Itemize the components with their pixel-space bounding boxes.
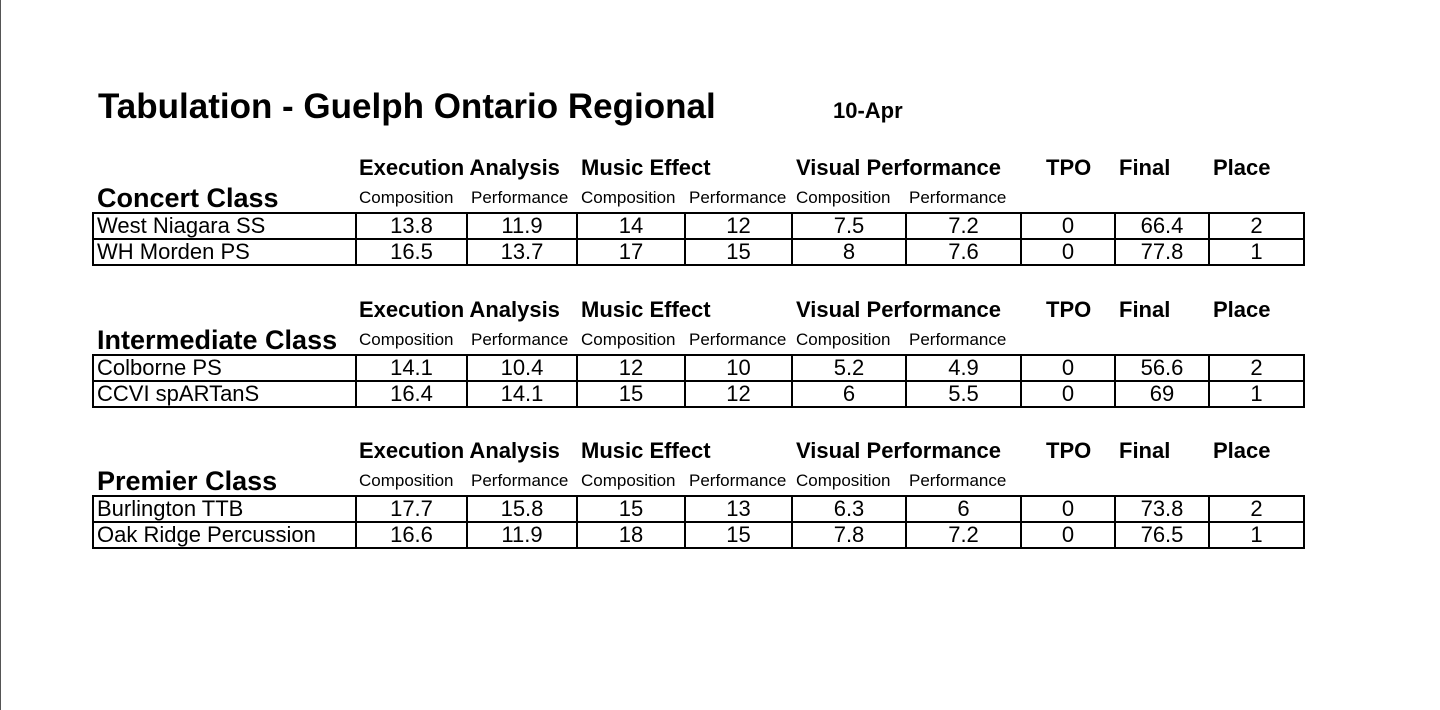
visual-performance-cell: 5.5 [906,381,1021,407]
visual-composition-cell: 8 [792,239,906,265]
music-performance-cell: 12 [685,381,792,407]
class-section [0,155,1440,297]
execution-composition-cell: 16.5 [356,239,467,265]
execution-performance-cell: 11.9 [467,213,577,239]
execution-composition-cell: 14.1 [356,355,467,381]
header-execution-analysis: Execution Analysis [359,297,560,322]
subheader-execution-performance: Performance [471,330,569,349]
tpo-cell: 0 [1021,522,1115,548]
table-row [93,522,1304,548]
unit-name-cell: Colborne PS [93,355,356,381]
subheader-execution-composition: Composition [359,188,454,207]
execution-performance-cell: 14.1 [467,381,577,407]
unit-name-cell: WH Morden PS [93,239,356,265]
tpo-cell: 0 [1021,355,1115,381]
place-cell: 1 [1209,239,1304,265]
subheader-visual-composition: Composition [796,188,891,207]
subheader-execution-composition: Composition [359,471,454,490]
execution-performance-cell: 15.8 [467,496,577,522]
header-visual-performance: Visual Performance [796,438,1002,463]
music-composition-cell: 17 [577,239,685,265]
tpo-cell: 0 [1021,496,1115,522]
header-place: Place [1213,297,1271,322]
execution-performance-cell: 11.9 [467,522,577,548]
page-title: Tabulation - Guelph Ontario Regional [98,87,716,126]
final-score-cell: 73.8 [1115,496,1209,522]
music-composition-cell: 12 [577,355,685,381]
scores-table [92,354,1305,408]
subheader-music-performance: Performance [689,330,787,349]
subheader-execution-composition: Composition [359,330,454,349]
header-place: Place [1213,438,1271,463]
header-place: Place [1213,155,1271,180]
final-score-cell: 66.4 [1115,213,1209,239]
header-music-effect: Music Effect [581,155,711,180]
visual-composition-cell: 5.2 [792,355,906,381]
subheader-music-composition: Composition [581,330,676,349]
header-execution-analysis: Execution Analysis [359,438,560,463]
class-title: Concert Class [97,183,279,213]
tpo-cell: 0 [1021,239,1115,265]
tpo-cell: 0 [1021,381,1115,407]
final-score-cell: 77.8 [1115,239,1209,265]
place-cell: 2 [1209,355,1304,381]
visual-performance-cell: 7.6 [906,239,1021,265]
execution-composition-cell: 17.7 [356,496,467,522]
visual-performance-cell: 6 [906,496,1021,522]
music-performance-cell: 12 [685,213,792,239]
header-visual-performance: Visual Performance [796,155,1002,180]
music-performance-cell: 13 [685,496,792,522]
execution-performance-cell: 10.4 [467,355,577,381]
header-music-effect: Music Effect [581,297,711,322]
header-tpo: TPO [1046,297,1092,322]
table-row [93,496,1304,522]
header-music-effect: Music Effect [581,438,711,463]
music-composition-cell: 15 [577,381,685,407]
subheader-music-composition: Composition [581,188,676,207]
subheader-visual-performance: Performance [909,330,1007,349]
subheader-visual-composition: Composition [796,330,891,349]
visual-composition-cell: 7.5 [792,213,906,239]
final-score-cell: 76.5 [1115,522,1209,548]
visual-performance-cell: 7.2 [906,522,1021,548]
subheader-music-performance: Performance [689,471,787,490]
music-performance-cell: 15 [685,239,792,265]
visual-composition-cell: 6.3 [792,496,906,522]
header-tpo: TPO [1046,155,1092,180]
table-row [93,213,1304,239]
visual-performance-cell: 7.2 [906,213,1021,239]
subheader-execution-performance: Performance [471,188,569,207]
header-tpo: TPO [1046,438,1092,463]
unit-name-cell: Oak Ridge Percussion [93,522,356,548]
place-cell: 2 [1209,496,1304,522]
music-composition-cell: 14 [577,213,685,239]
table-row [93,381,1304,407]
class-title: Premier Class [97,466,278,496]
table-row [93,355,1304,381]
visual-performance-cell: 4.9 [906,355,1021,381]
unit-name-cell: West Niagara SS [93,213,356,239]
music-performance-cell: 15 [685,522,792,548]
header-final: Final [1119,438,1171,463]
music-performance-cell: 10 [685,355,792,381]
scores-table [92,212,1305,266]
execution-composition-cell: 13.8 [356,213,467,239]
event-date: 10-Apr [833,98,903,123]
execution-composition-cell: 16.4 [356,381,467,407]
subheader-visual-performance: Performance [909,188,1007,207]
music-composition-cell: 15 [577,496,685,522]
subheader-music-composition: Composition [581,471,676,490]
subheader-visual-composition: Composition [796,471,891,490]
subheader-visual-performance: Performance [909,471,1007,490]
header-visual-performance: Visual Performance [796,297,1002,322]
visual-composition-cell: 6 [792,381,906,407]
execution-composition-cell: 16.6 [356,522,467,548]
place-cell: 1 [1209,381,1304,407]
header-final: Final [1119,155,1171,180]
header-final: Final [1119,297,1171,322]
music-composition-cell: 18 [577,522,685,548]
final-score-cell: 56.6 [1115,355,1209,381]
unit-name-cell: Burlington TTB [93,496,356,522]
scores-table [92,495,1305,549]
unit-name-cell: CCVI spARTanS [93,381,356,407]
header-execution-analysis: Execution Analysis [359,155,560,180]
subheader-execution-performance: Performance [471,471,569,490]
final-score-cell: 69 [1115,381,1209,407]
place-cell: 2 [1209,213,1304,239]
subheader-music-performance: Performance [689,188,787,207]
place-cell: 1 [1209,522,1304,548]
class-title: Intermediate Class [97,325,338,355]
table-row [93,239,1304,265]
class-section [0,438,1440,580]
tpo-cell: 0 [1021,213,1115,239]
execution-performance-cell: 13.7 [467,239,577,265]
class-section [0,297,1440,439]
visual-composition-cell: 7.8 [792,522,906,548]
